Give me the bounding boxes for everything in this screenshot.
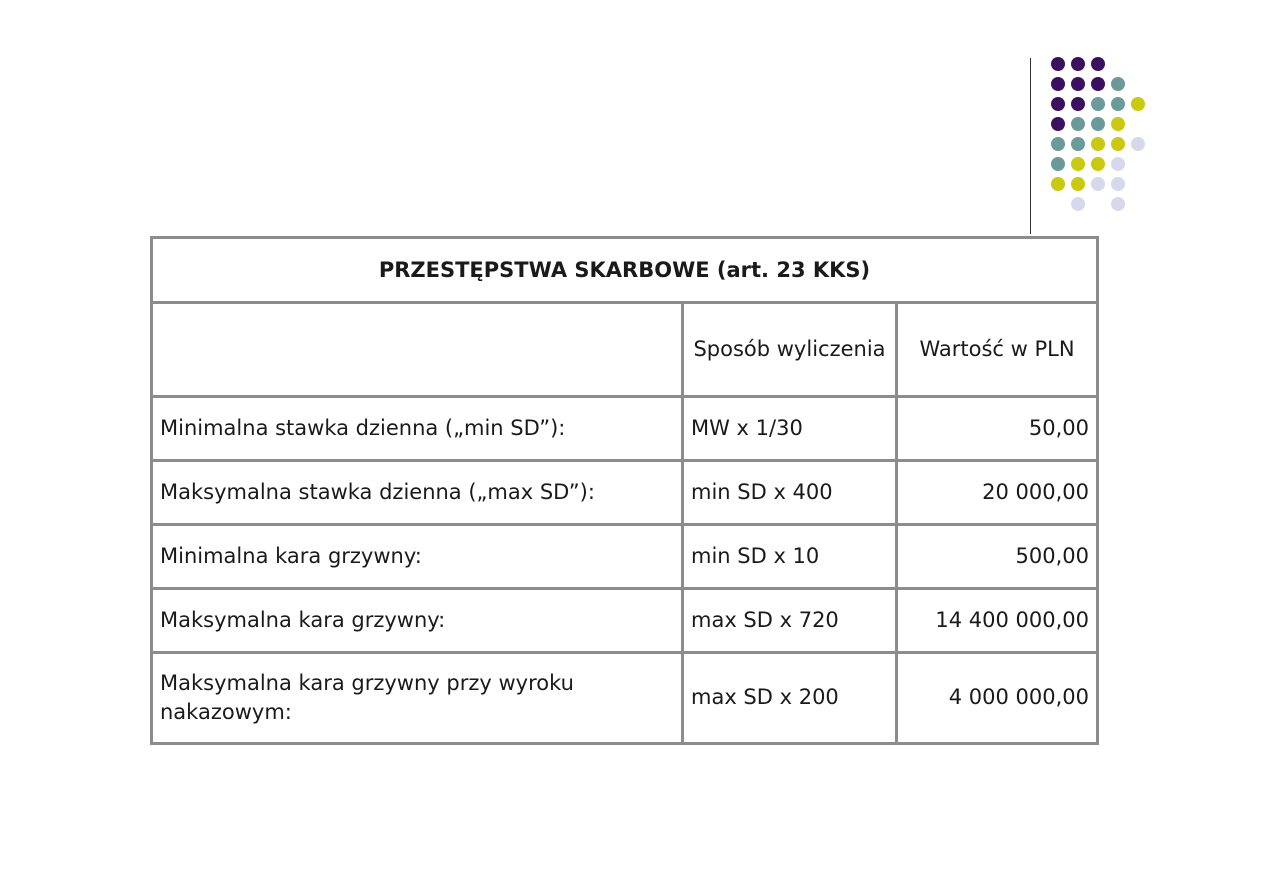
dot bbox=[1051, 57, 1065, 71]
dot bbox=[1131, 97, 1145, 111]
row-label: Minimalna kara grzywny: bbox=[152, 525, 683, 589]
header-method: Sposób wyliczenia bbox=[683, 303, 897, 397]
dot bbox=[1071, 77, 1085, 91]
table-title-row bbox=[152, 238, 1098, 303]
dot bbox=[1111, 197, 1125, 211]
divider-line bbox=[1030, 58, 1031, 234]
table-row bbox=[152, 525, 1098, 589]
dot bbox=[1051, 157, 1065, 171]
table-row bbox=[152, 397, 1098, 461]
row-label: Minimalna stawka dzienna („min SD”): bbox=[152, 397, 683, 461]
dot bbox=[1051, 117, 1065, 131]
dot-grid-logo-icon bbox=[1051, 57, 1151, 217]
dot bbox=[1091, 117, 1105, 131]
dot bbox=[1091, 137, 1105, 151]
dot bbox=[1091, 97, 1105, 111]
header-empty bbox=[152, 303, 683, 397]
row-method: min SD x 10 bbox=[683, 525, 897, 589]
dot bbox=[1071, 197, 1085, 211]
row-value: 14 400 000,00 bbox=[897, 589, 1098, 653]
dot bbox=[1111, 157, 1125, 171]
dot bbox=[1111, 177, 1125, 191]
fines-table bbox=[150, 236, 1099, 745]
dot bbox=[1091, 57, 1105, 71]
dot bbox=[1091, 77, 1105, 91]
dot bbox=[1131, 137, 1145, 151]
dot bbox=[1051, 77, 1065, 91]
dot bbox=[1071, 157, 1085, 171]
row-label: Maksymalna kara grzywny przy wyroku nakazowym: bbox=[152, 653, 683, 744]
table-row bbox=[152, 461, 1098, 525]
dot bbox=[1071, 177, 1085, 191]
dot bbox=[1111, 97, 1125, 111]
row-value: 20 000,00 bbox=[897, 461, 1098, 525]
table-header-row bbox=[152, 303, 1098, 397]
dot bbox=[1051, 177, 1065, 191]
dot bbox=[1091, 177, 1105, 191]
row-value: 50,00 bbox=[897, 397, 1098, 461]
dot bbox=[1071, 97, 1085, 111]
dot bbox=[1111, 77, 1125, 91]
table-row bbox=[152, 589, 1098, 653]
dot bbox=[1071, 117, 1085, 131]
header-value: Wartość w PLN bbox=[897, 303, 1098, 397]
dot bbox=[1051, 137, 1065, 151]
row-value: 500,00 bbox=[897, 525, 1098, 589]
table-title: PRZESTĘPSTWA SKARBOWE (art. 23 KKS) bbox=[152, 238, 1098, 303]
dot bbox=[1091, 157, 1105, 171]
dot bbox=[1051, 97, 1065, 111]
row-method: max SD x 200 bbox=[683, 653, 897, 744]
dot bbox=[1111, 137, 1125, 151]
row-method: MW x 1/30 bbox=[683, 397, 897, 461]
row-method: max SD x 720 bbox=[683, 589, 897, 653]
table-row bbox=[152, 653, 1098, 744]
row-label: Maksymalna kara grzywny: bbox=[152, 589, 683, 653]
dot bbox=[1071, 57, 1085, 71]
dot bbox=[1071, 137, 1085, 151]
dot bbox=[1111, 117, 1125, 131]
row-label: Maksymalna stawka dzienna („max SD”): bbox=[152, 461, 683, 525]
row-value: 4 000 000,00 bbox=[897, 653, 1098, 744]
row-method: min SD x 400 bbox=[683, 461, 897, 525]
